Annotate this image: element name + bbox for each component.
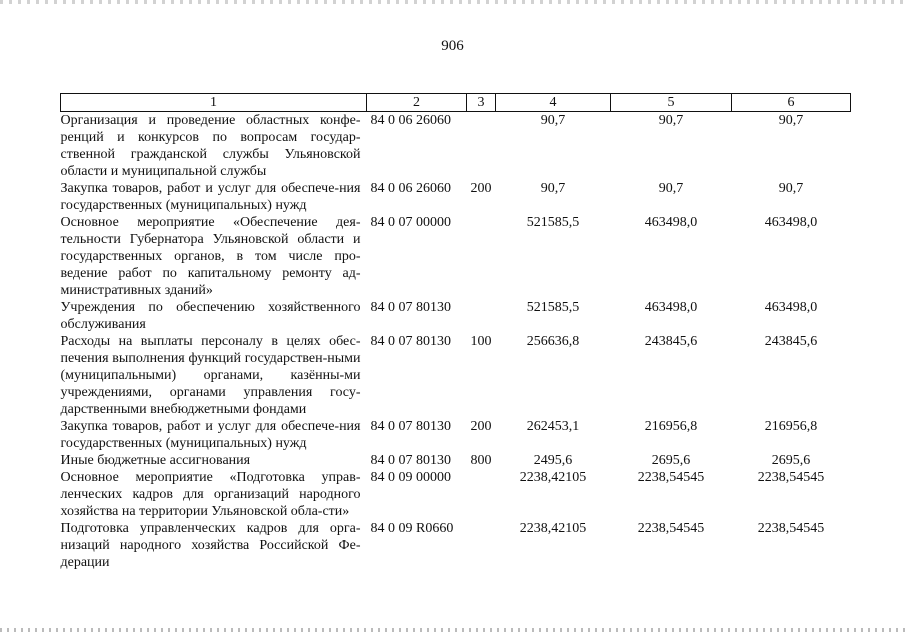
row-value-3: 216956,8 — [764, 419, 818, 434]
row-value-1: 262453,1 — [526, 419, 580, 434]
row-type: 800 — [470, 453, 492, 468]
row-name: Организация и проведение областных конфе-ренций и конкурсов по вопросам государ-ственной гражданской службы Ульяновской области и муниципальной службы — [60, 113, 361, 179]
row-code: 84 0 07 80130 — [370, 334, 451, 349]
column-header: 6 — [732, 94, 851, 112]
row-value-3: 463498,0 — [764, 215, 818, 230]
page-number: 906 — [441, 38, 464, 54]
row-type — [467, 520, 496, 571]
row-name: Закупка товаров, работ и услуг для обеспече-ния государственных (муниципальных) нужд — [60, 419, 361, 451]
row-type — [467, 469, 496, 520]
row-name: Закупка товаров, работ и услуг для обеспече-ния государственных (муниципальных) нужд — [60, 181, 361, 213]
table-row — [61, 452, 851, 469]
row-value-2: 216956,8 — [644, 419, 698, 434]
row-type — [467, 214, 496, 299]
row-code: 84 0 07 80130 — [370, 419, 451, 434]
row-name: Подготовка управленческих кадров для орга-низаций народного хозяйства Российской Фе-дерации — [60, 521, 361, 570]
scan-edge-bottom — [0, 628, 905, 632]
row-value-3: 463498,0 — [764, 300, 818, 315]
row-value-2: 463498,0 — [644, 215, 698, 230]
row-value-2: 2238,54545 — [637, 470, 705, 485]
row-code: 84 0 06 26060 — [370, 113, 451, 128]
column-header: 3 — [467, 94, 496, 112]
row-value-1: 2238,42105 — [519, 521, 587, 536]
row-code: 84 0 09 00000 — [370, 470, 451, 485]
row-type: 100 — [470, 334, 492, 349]
row-value-2: 463498,0 — [644, 300, 698, 315]
table-row — [61, 180, 851, 214]
row-value-3: 243845,6 — [764, 334, 818, 349]
table-row — [61, 214, 851, 299]
row-value-1: 90,7 — [540, 113, 566, 128]
column-header: 5 — [611, 94, 732, 112]
row-value-2: 90,7 — [658, 181, 684, 196]
row-code: 84 0 09 R0660 — [370, 521, 454, 536]
row-value-1: 2495,6 — [533, 453, 573, 468]
row-name: Основное мероприятие «Подготовка управ-ленческих кадров для организаций народного хозяйства на территории Ульяновской обла-сти» — [60, 470, 361, 519]
table-row — [61, 299, 851, 333]
row-name: Иные бюджетные ассигнования — [60, 453, 251, 468]
row-type: 200 — [470, 419, 492, 434]
column-header: 4 — [496, 94, 611, 112]
column-header: 2 — [367, 94, 467, 112]
budget-table — [60, 93, 851, 571]
row-name: Основное мероприятие «Обеспечение дея-тельности Губернатора Ульяновской области и государственных органов, в том числе про-ведение работ по капитальному ремонту ад-министративных зданий» — [60, 215, 361, 298]
row-value-3: 90,7 — [778, 113, 804, 128]
row-value-1: 521585,5 — [526, 300, 580, 315]
scan-edge-top — [0, 0, 905, 4]
row-name: Учреждения по обеспечению хозяйственного обслуживания — [60, 300, 361, 332]
table-row — [61, 418, 851, 452]
row-value-1: 521585,5 — [526, 215, 580, 230]
table-row — [61, 333, 851, 418]
row-value-2: 90,7 — [658, 113, 684, 128]
row-value-3: 2695,6 — [771, 453, 811, 468]
row-value-3: 2238,54545 — [757, 470, 825, 485]
row-type — [467, 112, 496, 181]
column-header: 1 — [61, 94, 367, 112]
row-value-3: 2238,54545 — [757, 521, 825, 536]
row-code: 84 0 07 00000 — [370, 215, 451, 230]
row-value-3: 90,7 — [778, 181, 804, 196]
row-code: 84 0 07 80130 — [370, 453, 451, 468]
row-value-2: 2238,54545 — [637, 521, 705, 536]
table-row — [61, 112, 851, 181]
row-value-1: 90,7 — [540, 181, 566, 196]
row-value-1: 2238,42105 — [519, 470, 587, 485]
row-value-1: 256636,8 — [526, 334, 580, 349]
row-type: 200 — [470, 181, 492, 196]
table-row — [61, 520, 851, 571]
row-name: Расходы на выплаты персоналу в целях обес-печения выполнения функций государствен-ными (муниципальными) органами, казённы-ми учреждениями, органами управления госу-дарственными внебюджетными фондами — [60, 334, 361, 417]
row-code: 84 0 06 26060 — [370, 181, 451, 196]
row-value-2: 243845,6 — [644, 334, 698, 349]
table-row — [61, 469, 851, 520]
row-value-2: 2695,6 — [651, 453, 691, 468]
table-header-row — [61, 94, 851, 112]
row-code: 84 0 07 80130 — [370, 300, 451, 315]
row-type — [467, 299, 496, 333]
